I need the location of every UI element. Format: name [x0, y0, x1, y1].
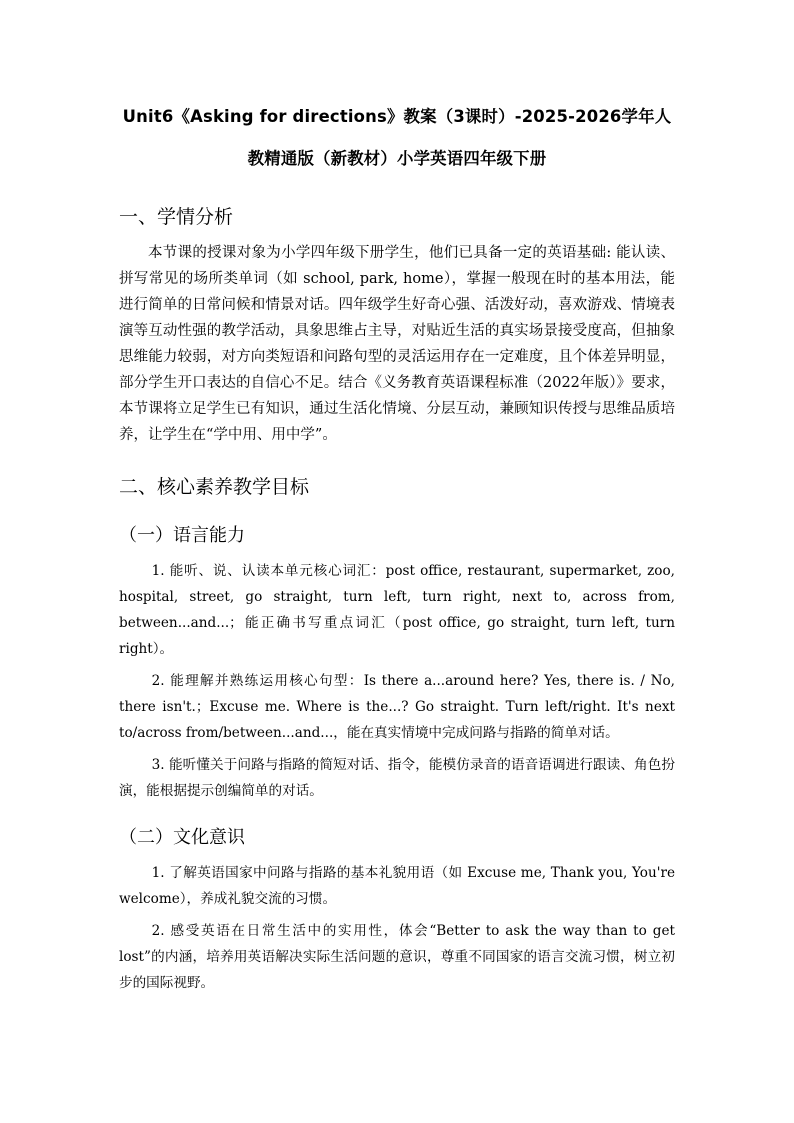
culture-objective-item: 1. 了解英语国家中问路与指路的基本礼貌用语（如 Excuse me, Thank you, You're welcome），养成礼貌交流的习惯。 — [119, 865, 675, 907]
section-heading-learner-analysis: 一、学情分析 — [119, 206, 234, 228]
document-page — [119, 96, 675, 996]
subsection-heading-cultural-awareness: （二）文化意识 — [119, 827, 245, 848]
learner-analysis-paragraph: 本节课的授课对象为小学四年级下册学生，他们已具备一定的英语基础: 能认读、拼写常见的场所类单词（如 school, park, home），掌握一般现在时的基本用法，能进行简单的日常问候和情景对话。四年级学生好奇心强、活泼好动，喜欢游戏、情境表演等互动性强的教学活动，具象思维占主导，对贴近生活的真实场景接受度高，但抽象思维能力较弱，对方向类短语和问路句型的灵活运用存在一定难度，且个体差异明显，部分学生开口表达的自信心不足。结合《义务教育英语课程标准（2022年版）》要求，本节课将立足学生已有知识，通过生活化情境、分层互动，兼顾知识传授与思维品质培养，让学生在“学中用、用中学”。 — [119, 245, 675, 443]
culture-objective-item: 2. 感受英语在日常生活中的实用性，体会“Better to ask the way than to get lost”的内涵，培养用英语解决实际生活问题的意识，尊重不同国家的语言交流习惯，树立初步的国际视野。 — [119, 923, 675, 991]
section-heading-teaching-objectives: 二、核心素养教学目标 — [119, 476, 310, 498]
language-objective-item: 1. 能听、说、认读本单元核心词汇：post office, restaurant, supermarket, zoo, hospital, street, go straight, turn left, turn right, next to, across from, between...and...；能正确书写重点词汇（post office, go straight, turn left, turn right）。 — [119, 563, 675, 657]
subsection-heading-language-ability: （一）语言能力 — [119, 525, 245, 546]
language-objective-item: 3. 能听懂关于问路与指路的简短对话、指令，能模仿录音的语音语调进行跟读、角色扮演，能根据提示创编简单的对话。 — [119, 757, 675, 799]
language-objective-item: 2. 能理解并熟练运用核心句型：Is there a...around here? Yes, there is. / No, there isn't.；Excuse me. Where is the...? Go straight. Turn left/right. It's next to/across from/between...and...，能在真实情境中完成问路与指路的简单对话。 — [119, 673, 675, 741]
document-title: Unit6《Asking for directions》教案（3课时）-2025-2026学年人教精通版（新教材）小学英语四年级下册 — [122, 107, 672, 168]
